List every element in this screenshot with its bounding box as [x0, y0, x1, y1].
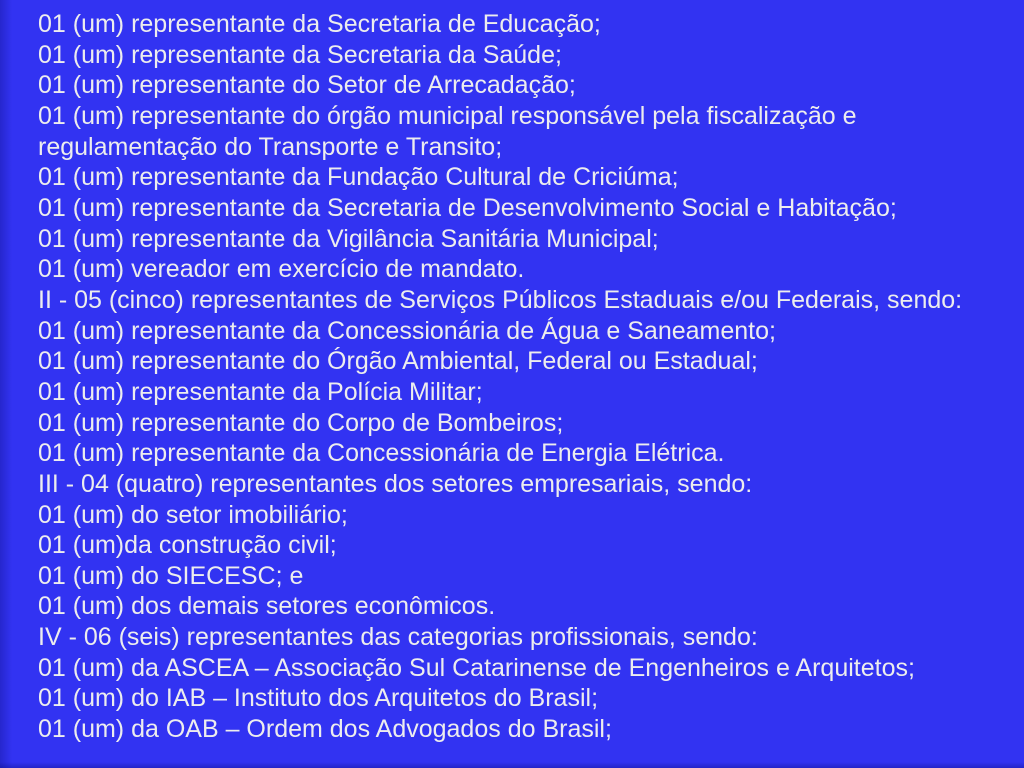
text-line: 01 (um) representante da Concessionária de Energia Elétrica.: [38, 439, 725, 468]
text-line: IV - 06 (seis) representantes das categorias profissionais, sendo:: [38, 623, 758, 652]
text-line: III - 04 (quatro) representantes dos setores empresariais, sendo:: [38, 469, 753, 498]
text-line: 01 (um) representante do Setor de Arrecadação;: [38, 71, 576, 100]
slide-bottom-edge-shading: [0, 762, 1024, 768]
slide-left-edge-shading: [0, 0, 12, 768]
text-line: 01 (um) do setor imobiliário;: [38, 500, 348, 529]
text-line: 01 (um) representante da Secretaria da Saúde;: [38, 40, 562, 69]
text-line: 01 (um) representante da Secretaria de Desenvolvimento Social e Habitação;: [38, 193, 897, 222]
text-line: 01 (um) representante do órgão municipal responsável pela fiscalização e: [38, 101, 857, 130]
text-line: 01 (um) da OAB – Ordem dos Advogados do Brasil;: [38, 715, 612, 744]
text-line: 01 (um) representante da Secretaria de Educação;: [38, 10, 601, 38]
text-line: 01 (um) dos demais setores econômicos.: [38, 592, 496, 621]
text-line: 01 (um) da ASCEA – Associação Sul Catarinense de Engenheiros e Arquitetos;: [38, 653, 915, 682]
text-line: 01 (um) representante do Órgão Ambiental, Federal ou Estadual;: [38, 347, 758, 376]
text-line: 01 (um)da construção civil;: [38, 531, 337, 560]
text-line: 01 (um) representante da Fundação Cultural de Criciúma;: [38, 163, 679, 192]
text-line: 01 (um) do IAB – Instituto dos Arquitetos do Brasil;: [38, 684, 599, 713]
text-line: 01 (um) do SIECESC; e: [38, 561, 304, 590]
text-line: 01 (um) representante da Concessionária de Água e Saneamento;: [38, 316, 776, 345]
text-line: 01 (um) representante do Corpo de Bombeiros;: [38, 408, 564, 437]
text-line: 01 (um) representante da Polícia Militar;: [38, 377, 483, 406]
text-line: 01 (um) vereador em exercício de mandato.: [38, 255, 525, 284]
text-line: regulamentação do Transporte e Transito;: [38, 132, 503, 161]
slide-body-text: [38, 9, 1024, 745]
text-line: II - 05 (cinco) representantes de Serviços Públicos Estaduais e/ou Federais, sendo:: [38, 285, 963, 314]
text-line: 01 (um) representante da Vigilância Sanitária Municipal;: [38, 224, 659, 253]
